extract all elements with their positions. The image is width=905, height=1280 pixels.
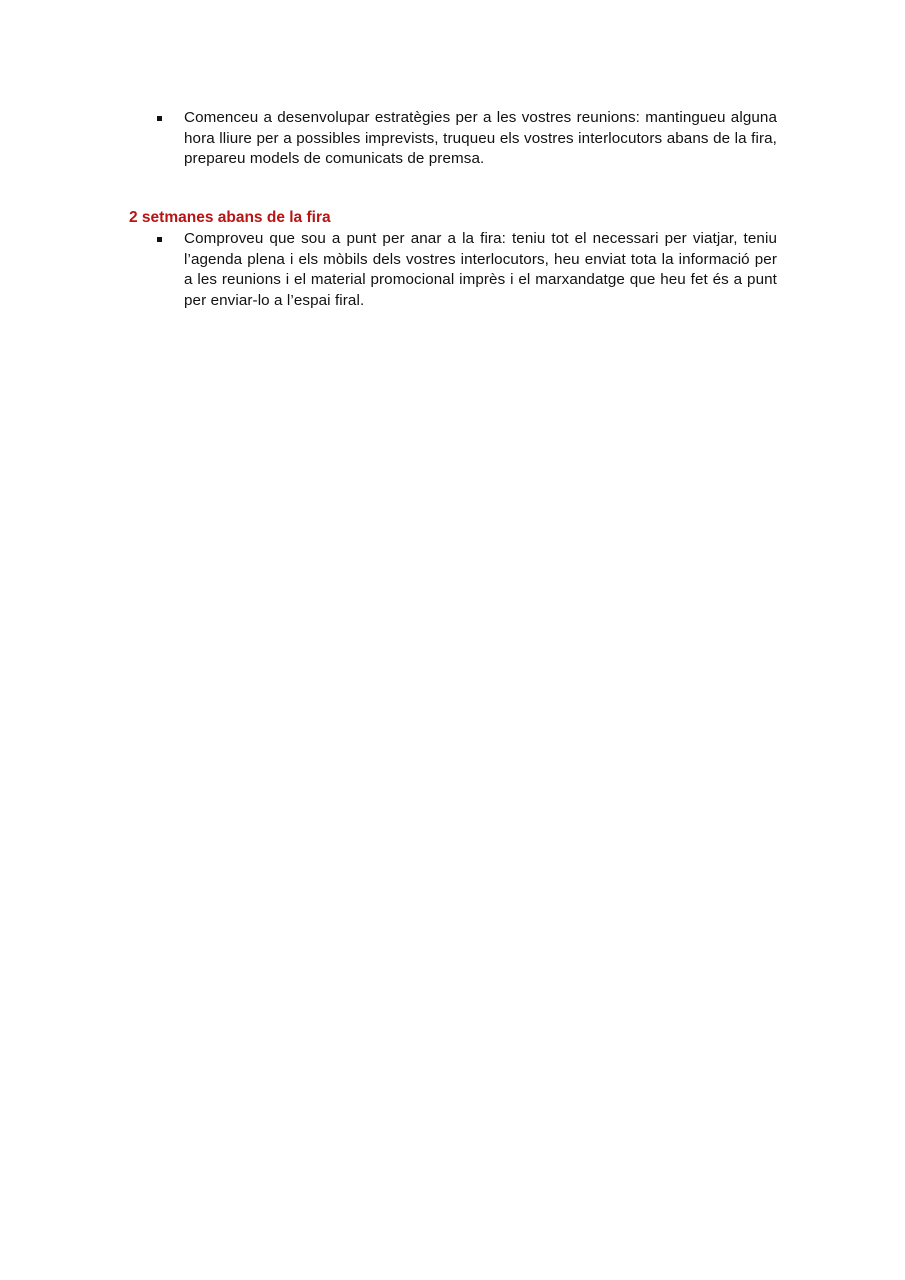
list-item-text: Comproveu que sou a punt per anar a la fira: teniu tot el necessari per viatjar, teniu l’agenda plena i els mòbils dels vostres interlocutors, heu enviat tota la informació per a les reunions i el material promocional imprès i el marxandatge que heu fet és a punt per enviar-lo a l’espai firal. bbox=[184, 230, 777, 309]
list-item bbox=[157, 229, 777, 311]
section-heading: 2 setmanes abans de la fira bbox=[129, 209, 331, 226]
square-bullet-icon bbox=[157, 229, 184, 311]
square-bullet-icon bbox=[157, 108, 184, 170]
list-item bbox=[157, 108, 777, 170]
list-item-text: Comenceu a desenvolupar estratègies per a les vostres reunions: mantingueu alguna hora lliure per a possibles imprevists, truqueu els vostres interlocutors abans de la fira, prepareu models de comunicats de premsa. bbox=[184, 109, 777, 167]
